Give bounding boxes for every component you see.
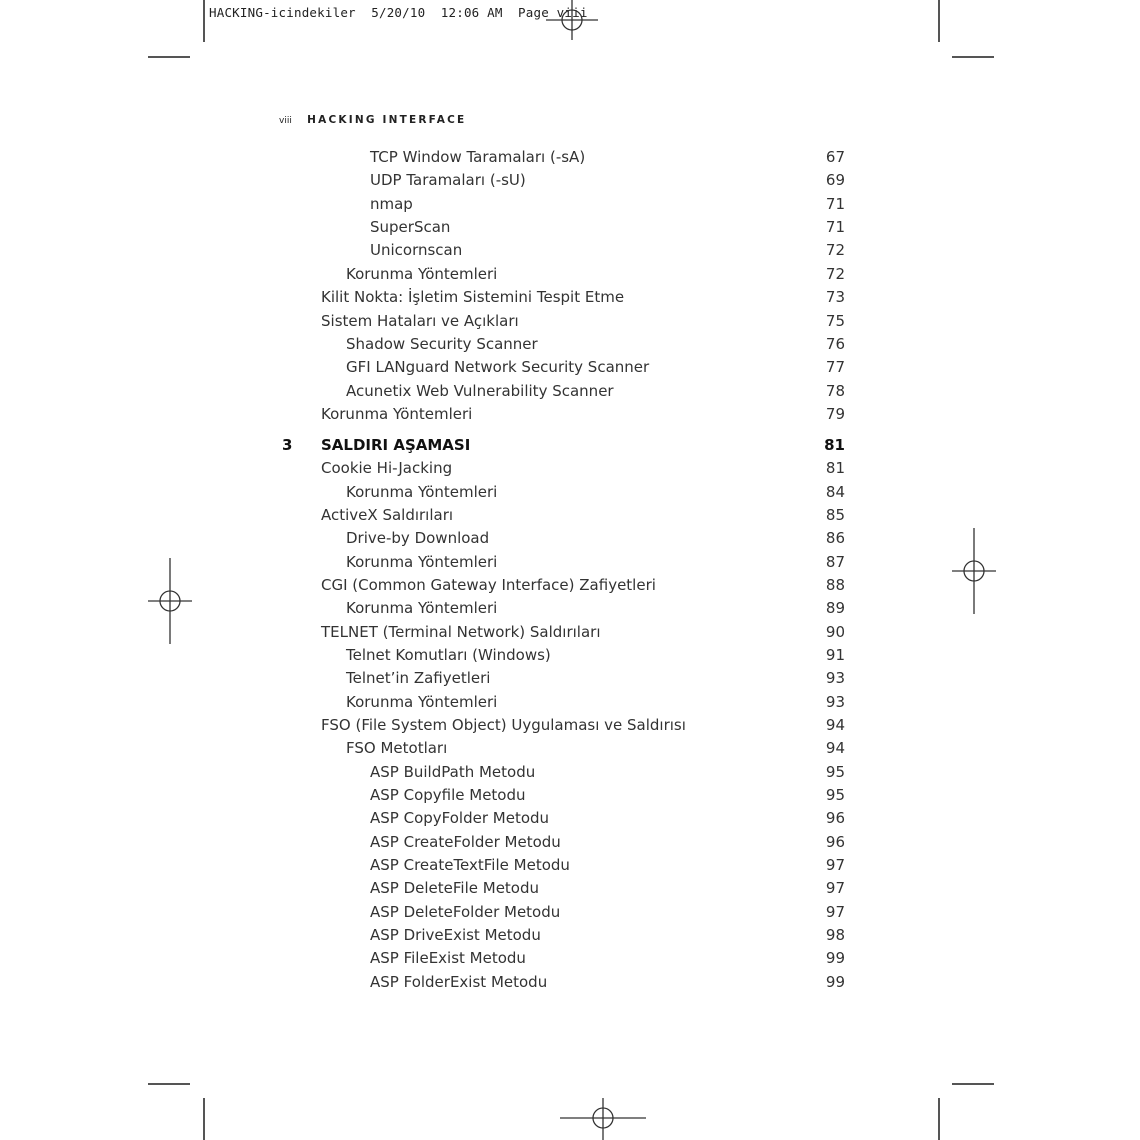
toc-entry-title: Korunma Yöntemleri [346, 553, 498, 571]
toc-entry [0, 714, 1140, 736]
toc-page-number: 93 [825, 669, 845, 687]
toc-entry-title: ASP DeleteFile Metodu [370, 879, 540, 897]
toc-entry-title: ActiveX Saldırıları [321, 506, 454, 524]
toc-entry-title: FSO Metotları [346, 739, 448, 757]
toc-entry-title: UDP Taramaları (-sU) [370, 171, 526, 189]
toc-entry [0, 691, 1140, 713]
toc-entry [0, 193, 1140, 215]
toc-entry-title: Cookie Hi-Jacking [321, 459, 453, 477]
toc-page-number: 87 [825, 553, 845, 571]
toc-entry-title: ASP CopyFolder Metodu [370, 809, 550, 827]
toc-entry-title: ASP CreateTextFile Metodu [370, 856, 570, 874]
toc-entry [0, 784, 1140, 806]
toc-entry [0, 504, 1140, 526]
toc-entry [0, 403, 1140, 425]
toc-page-number: 72 [825, 241, 845, 259]
toc-entry-title: Shadow Security Scanner [346, 335, 538, 353]
toc-page-number: 96 [825, 833, 845, 851]
toc-page-number: 86 [825, 529, 845, 547]
toc-chapter-heading [0, 434, 1140, 456]
toc-page-number: 69 [825, 171, 845, 189]
book-title: HACKING INTERFACE [307, 114, 467, 126]
toc-page-number: 97 [825, 903, 845, 921]
toc-entry [0, 286, 1140, 308]
toc-page-number: 96 [825, 809, 845, 827]
toc-entry [0, 239, 1140, 261]
toc-page-number: 91 [825, 646, 845, 664]
toc-page-number: 94 [825, 739, 845, 757]
toc-page-number: 99 [825, 973, 845, 991]
toc-entry [0, 807, 1140, 829]
toc-page-number: 95 [825, 786, 845, 804]
toc-entry [0, 761, 1140, 783]
toc-entry [0, 481, 1140, 503]
toc-entry-title: ASP Copyfile Metodu [370, 786, 526, 804]
printer-slug: HACKING-icindekiler 5/20/10 12:06 AM Page viii [209, 5, 588, 20]
toc-page-number: 77 [825, 358, 845, 376]
toc-chapter-number: 3 [282, 436, 293, 454]
toc-entry [0, 457, 1140, 479]
toc-page-number: 78 [825, 382, 845, 400]
toc-entry [0, 667, 1140, 689]
toc-entry-title: ASP DeleteFolder Metodu [370, 903, 561, 921]
toc-entry [0, 310, 1140, 332]
toc-entry [0, 356, 1140, 378]
toc-entry [0, 831, 1140, 853]
toc-page-number: 84 [825, 483, 845, 501]
toc-entry [0, 263, 1140, 285]
toc-page-number: 81 [825, 459, 845, 477]
toc-entry-title: ASP BuildPath Metodu [370, 763, 536, 781]
toc-entry-title: ASP CreateFolder Metodu [370, 833, 561, 851]
toc-page-number: 71 [825, 218, 845, 236]
toc-page-number: 95 [825, 763, 845, 781]
toc-entry [0, 380, 1140, 402]
toc-entry [0, 551, 1140, 573]
toc-entry-title: Unicornscan [370, 241, 463, 259]
toc-entry [0, 621, 1140, 643]
toc-page-number: 90 [825, 623, 845, 641]
toc-page-number: 71 [825, 195, 845, 213]
toc-entry [0, 854, 1140, 876]
toc-entry-title: Acunetix Web Vulnerability Scanner [346, 382, 614, 400]
toc-entry [0, 527, 1140, 549]
toc-entry-title: TCP Window Taramaları (-sA) [370, 148, 586, 166]
toc-entry-title: ASP DriveExist Metodu [370, 926, 541, 944]
toc-entry [0, 574, 1140, 596]
toc-entry [0, 146, 1140, 168]
toc-entry-title: ASP FolderExist Metodu [370, 973, 548, 991]
toc-entry [0, 877, 1140, 899]
toc-entry [0, 971, 1140, 993]
toc-entry-title: TELNET (Terminal Network) Saldırıları [321, 623, 601, 641]
toc-entry-title: Drive-by Download [346, 529, 490, 547]
toc-page-number: 81 [824, 436, 845, 454]
toc-entry [0, 644, 1140, 666]
page-folio: viii [279, 116, 292, 126]
toc-entry-title: FSO (File System Object) Uygulaması ve Saldırısı [321, 716, 686, 734]
toc-entry-title: Korunma Yöntemleri [346, 599, 498, 617]
toc-page-number: 93 [825, 693, 845, 711]
toc-entry-title: Korunma Yöntemleri [321, 405, 473, 423]
toc-page-number: 75 [825, 312, 845, 330]
toc-entry [0, 597, 1140, 619]
toc-page-number: 67 [825, 148, 845, 166]
toc-entry-title: SALDIRI AŞAMASI [321, 436, 471, 454]
toc-page-number: 97 [825, 879, 845, 897]
toc-entry [0, 216, 1140, 238]
toc-entry-title: Korunma Yöntemleri [346, 693, 498, 711]
toc-page-number: 88 [825, 576, 845, 594]
toc-page-number: 85 [825, 506, 845, 524]
toc-entry-title: ASP FileExist Metodu [370, 949, 526, 967]
toc-entry [0, 947, 1140, 969]
toc-entry-title: GFI LANguard Network Security Scanner [346, 358, 650, 376]
toc-page-number: 98 [825, 926, 845, 944]
toc-page-number: 99 [825, 949, 845, 967]
toc-entry [0, 737, 1140, 759]
toc-entry-title: SuperScan [370, 218, 451, 236]
toc-page-number: 79 [825, 405, 845, 423]
toc-entry-title: Sistem Hataları ve Açıkları [321, 312, 519, 330]
toc-page-number: 72 [825, 265, 845, 283]
toc-entry [0, 169, 1140, 191]
toc-page-number: 73 [825, 288, 845, 306]
toc-entry-title: nmap [370, 195, 413, 213]
toc-entry-title: CGI (Common Gateway Interface) Zafiyetleri [321, 576, 656, 594]
toc-entry-title: Kilit Nokta: İşletim Sistemini Tespit Etme [321, 288, 625, 306]
toc-entry [0, 333, 1140, 355]
toc-entry-title: Telnet Komutları (Windows) [346, 646, 551, 664]
toc-entry-title: Korunma Yöntemleri [346, 265, 498, 283]
toc-entry [0, 901, 1140, 923]
toc-entry-title: Telnet’in Zafiyetleri [346, 669, 491, 687]
toc-page-number: 89 [825, 599, 845, 617]
toc-page-number: 97 [825, 856, 845, 874]
toc-entry [0, 924, 1140, 946]
toc-entry-title: Korunma Yöntemleri [346, 483, 498, 501]
toc-page-number: 76 [825, 335, 845, 353]
toc-page-number: 94 [825, 716, 845, 734]
